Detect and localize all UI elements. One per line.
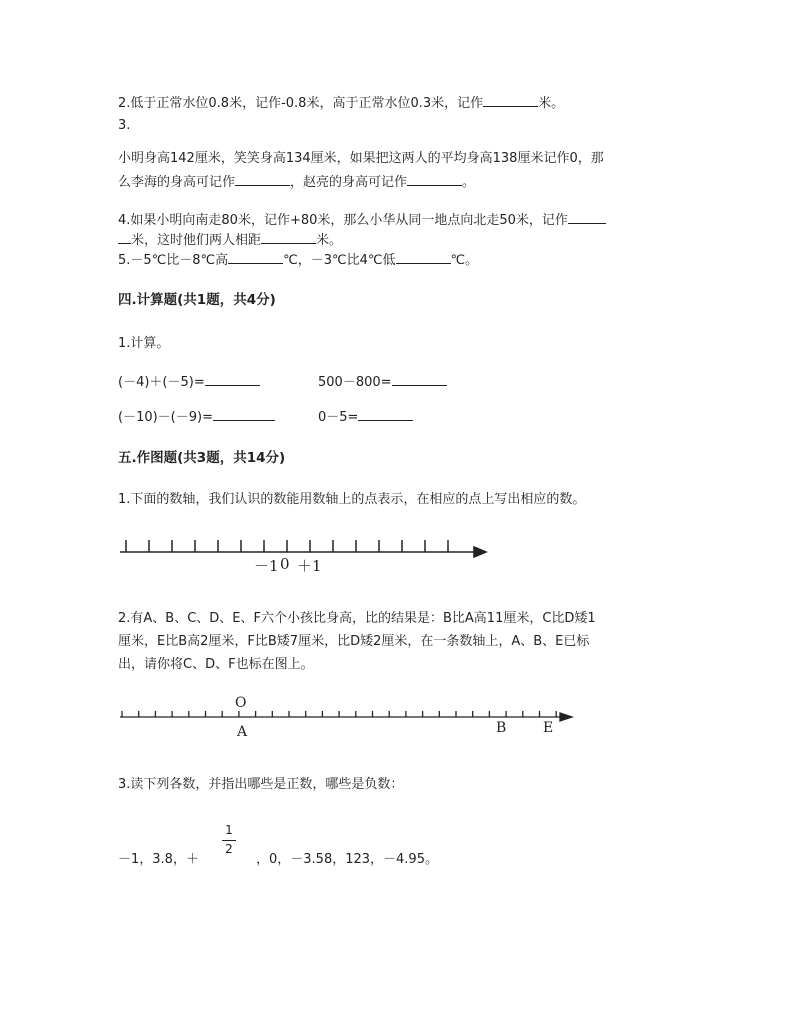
numline2-label-b: B [496,720,507,736]
item3-line1: 小明身高142厘米，笑笑身高134厘米，如果把这两人的平均身高138厘米记作0，那 [118,151,604,166]
item5-end: ℃。 [450,253,479,268]
fraction-bar [222,840,236,841]
numline2-label-origin: O [235,695,247,711]
q3-numbers-a: －1，3.8，＋ [118,852,199,867]
item4-line1-text: 4.如果小明向南走80米，记作+80米，那么小华从同一地点向北走50米，记作 [118,213,568,228]
numline1-label-pos1: ＋1 [297,557,322,575]
fraction-denominator: 2 [225,842,233,856]
item3-line2-text: 么李海的身高可记作 [118,175,236,190]
section5-heading: 五.作图题(共3题，共14分) [118,450,286,466]
section4-q1-title: 1.计算。 [118,336,170,351]
numline2-label-e: E [543,720,554,736]
numline1-label-0: 0 [280,555,290,573]
fraction-numerator: 1 [225,823,233,837]
expr2-text: 500－800= [318,375,392,390]
q3-numbers-b: ，0，－3.58，123，－4.95。 [256,852,438,867]
section5-q2-line3: 出，请你将C、D、F也标在图上。 [118,657,314,672]
numline1-label-neg1: －1 [254,557,279,575]
item4-line2-text: 米，这时他们两人相距 [131,233,262,248]
item5-text: 5.－5℃比－8℃高 [118,253,229,268]
expr4-text: 0－5= [318,410,359,425]
numline2-label-a: A [237,724,248,740]
section5-q3-numbers [118,851,199,869]
item4-line2-end: 米。 [316,233,343,248]
item2-suffix: 米。 [538,96,565,111]
section5-q3-text: 3.读下列各数，并指出哪些是正数，哪些是负数： [118,777,404,792]
item3-line2-mid: ，赵亮的身高可记作 [290,175,408,190]
item5-mid: ℃，－3℃比4℃低 [283,253,396,268]
section5-q2-line1: 2.有A、B、C、D、E、F六个小孩比身高，比的结果是：B比A高11厘米，C比D矮1 [118,611,596,626]
expr1-text: (－4)＋(－5)= [118,375,205,390]
item3-number: 3. [118,118,131,133]
section5-q2-line2: 厘米，E比B高2厘米，F比B矮7厘米，比D矮2厘米，在一条数轴上，A、B、E已标 [118,634,590,649]
section4-heading: 四.计算题(共1题，共4分) [118,292,276,308]
section5-q1-text: 1.下面的数轴，我们认识的数能用数轴上的点表示，在相应的点上写出相应的数。 [118,492,586,507]
item3-line2-end: 。 [462,175,476,190]
expr3-text: (－10)－(－9)= [118,410,213,425]
item2-text: 2.低于正常水位0.8米，记作-0.8米，高于正常水位0.3米，记作 [118,96,484,111]
numline2-arrow [560,713,572,721]
